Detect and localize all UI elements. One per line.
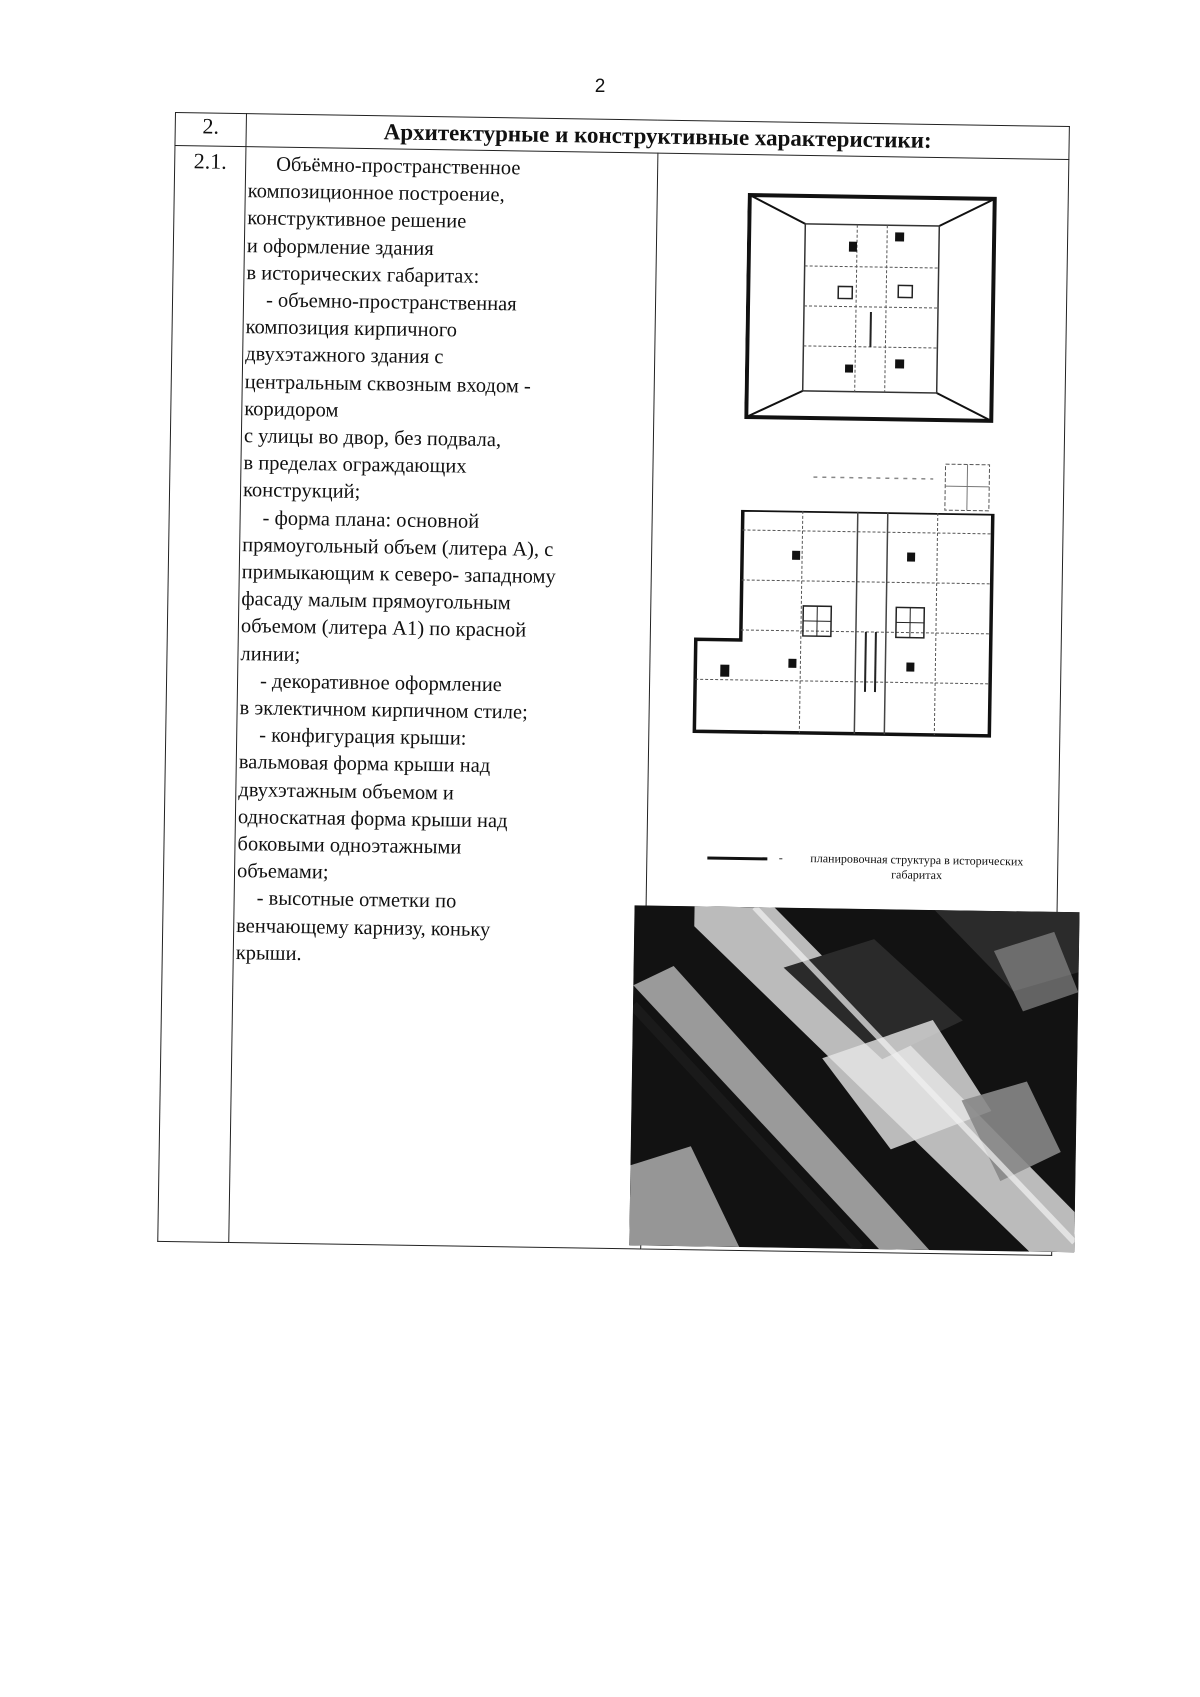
text-line: конструкций; — [242, 479, 361, 504]
section-title: Архитектурные и конструктивные характеристики: — [246, 114, 1069, 160]
characteristics-table — [157, 112, 1070, 1256]
text-line: линии; — [240, 642, 301, 666]
text-line: двухэтажного здания с — [245, 343, 444, 369]
content-row — [158, 146, 1069, 1256]
text-line: конструктивное решение — [247, 207, 467, 233]
text-line: крыши. — [235, 941, 302, 965]
legend-dash: - — [778, 850, 783, 865]
text-line: - объемно-пространственная — [265, 289, 517, 316]
text-line: Объёмно-пространственное — [276, 153, 521, 180]
legend-text: планировочная структура в исторических габаритах — [810, 851, 1024, 883]
text-line: и оформление здания — [246, 234, 434, 260]
text-line: прямоугольный объем (литера А), с — [242, 533, 554, 561]
text-line: венчающему карнизу, коньку — [236, 914, 491, 941]
dashed-text-sketch — [813, 471, 933, 485]
document-table-wrapper — [157, 112, 1070, 1256]
text-line: фасаду малым прямоугольным — [241, 588, 511, 615]
text-line: в исторических габаритах: — [246, 261, 480, 288]
aerial-photo-image — [629, 905, 1079, 1252]
text-line: - конфигурация крыши: — [259, 724, 467, 750]
text-line: с улицы во двор, без подвала, — [243, 425, 502, 452]
text-line: двухэтажным объемом и — [238, 778, 455, 805]
floor-plan-drawing — [689, 509, 1003, 754]
text-line: объемом (литера А1) по красной — [240, 615, 527, 643]
section-number: 2. — [175, 113, 247, 147]
text-line: в эклектичном кирпичном стиле; — [239, 697, 528, 724]
text-line: коридором — [244, 397, 339, 422]
text-line: вальмовая форма крыши над — [238, 751, 491, 778]
legend-line-swatch — [707, 856, 767, 860]
row-number: 2.1. — [158, 146, 246, 1243]
description-cell — [229, 147, 658, 1249]
roof-plan-drawing — [744, 185, 1003, 429]
figure-cell — [640, 153, 1069, 1255]
text-line: - высотные отметки по — [256, 887, 457, 913]
plans-area — [641, 154, 1098, 1261]
page-number: 2 — [594, 76, 606, 97]
detail-sketch-icon — [942, 458, 1008, 519]
text-line: - форма плана: основной — [262, 507, 480, 533]
aerial-photo — [629, 905, 1079, 1252]
text-line: композиция кирпичного — [245, 316, 458, 342]
text-line: в пределах ограждающих — [243, 452, 467, 478]
text-line: - декоративное оформление — [259, 670, 503, 697]
description-text — [234, 147, 657, 973]
text-line: боковыми одноэтажными — [237, 833, 462, 859]
text-line: односкатная форма крыши над — [237, 805, 508, 833]
text-line: композиционное построение, — [247, 180, 505, 207]
text-line: примыкающим к северо- западному — [241, 561, 556, 589]
text-line: объемами; — [236, 860, 329, 884]
text-line: центральным сквозным входом - — [244, 370, 531, 398]
legend — [707, 849, 1024, 883]
